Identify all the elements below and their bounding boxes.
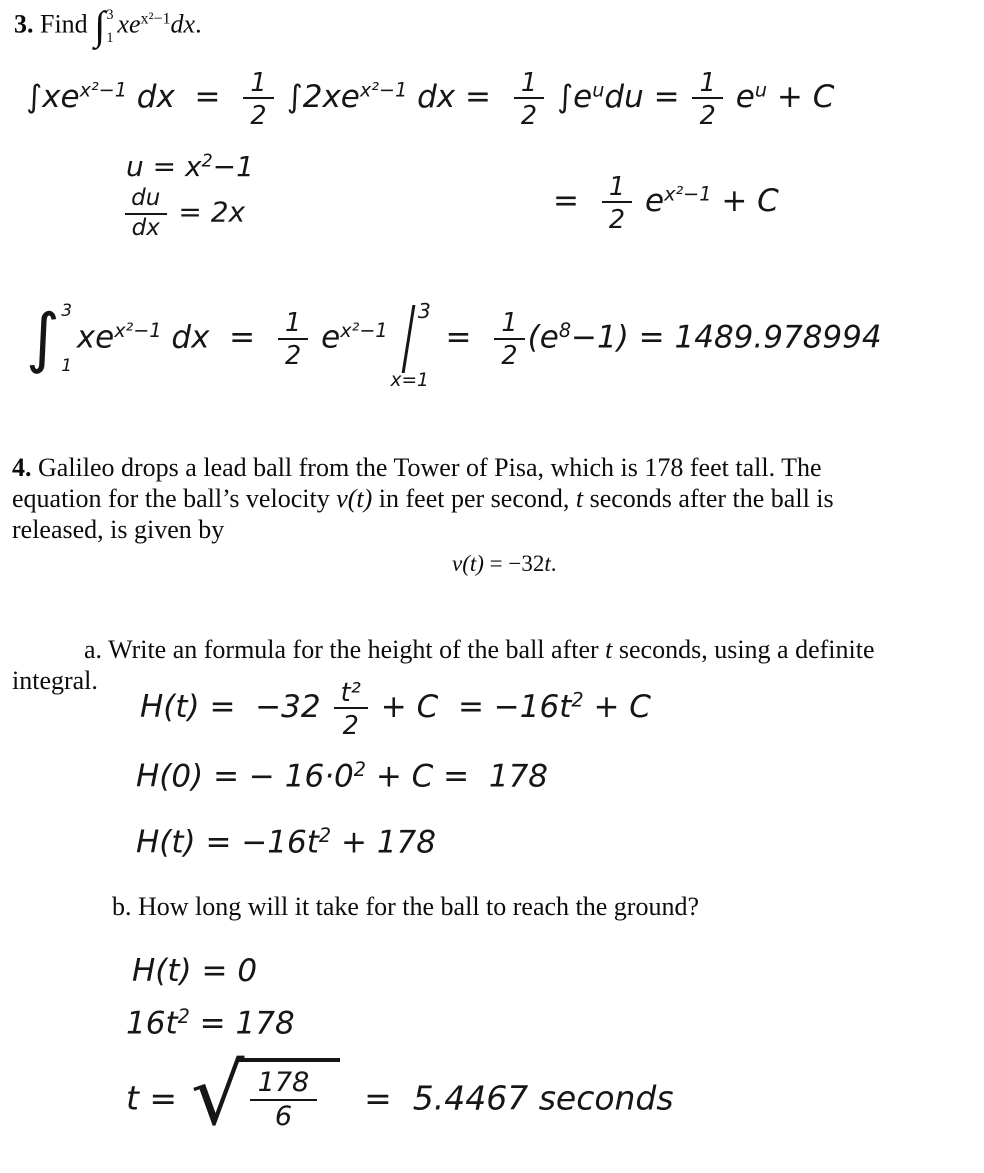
problem4-statement-line1 [12, 452, 822, 483]
m-txt: t = [126, 1078, 188, 1118]
m-frac [494, 308, 524, 369]
m-txt: = 5.4467 seconds [343, 1078, 674, 1118]
m-txt: ∫xe [26, 78, 80, 115]
m-int [94, 3, 114, 49]
m-den: 2 [608, 203, 626, 234]
m-txt: e [725, 78, 755, 115]
m-sup: 2 [177, 1005, 190, 1028]
m-txt: = 178 [189, 1005, 295, 1042]
m-frac [334, 678, 368, 739]
m-sup: x²−1 [79, 78, 127, 102]
m-txt: . [195, 9, 202, 39]
problem4-statement-line2 [12, 483, 834, 514]
m-txt: + 178 [331, 824, 436, 861]
m-den: dx [131, 214, 160, 241]
m-eval [390, 298, 431, 392]
m-txt: seconds, using a definite [612, 635, 875, 664]
part-b-work-answer [126, 1045, 674, 1144]
m-int-sub: 1 [106, 29, 114, 46]
m-txt: u = x [126, 150, 202, 183]
m-txt: = [425, 319, 492, 356]
m-txt: = 2x [169, 195, 246, 229]
m-int-lims [106, 8, 113, 45]
m-txt: dx = [126, 78, 241, 115]
m-txt: H(0) = − 16·0 [136, 758, 354, 795]
m-txt: . [550, 551, 557, 576]
m-frac [692, 68, 722, 129]
m-it: v(t) [452, 551, 484, 576]
m-num: 1 [278, 308, 308, 339]
m-it: t [575, 484, 584, 513]
m-txt: a. Write an formula for the height of the ball after [84, 635, 606, 664]
m-sup: 2 [571, 688, 584, 712]
m-num: 1 [243, 68, 273, 99]
m-den: 2 [342, 709, 359, 740]
m-txt: ∫2xe [276, 78, 360, 115]
part-b-work-solve [126, 1005, 295, 1043]
m-frac [243, 68, 273, 129]
m-txt: + C = −16t [370, 688, 572, 725]
part-a-prompt-line2: integral. [12, 666, 98, 695]
m-num: 1 [692, 68, 722, 99]
problem3-work-substitution-u [126, 150, 254, 184]
m-frac [125, 186, 167, 241]
m-sup: x²−1 [114, 318, 162, 342]
m-sup: 8 [558, 318, 572, 342]
m-frac [514, 68, 544, 129]
m-txt: −1 [212, 150, 254, 183]
part-a-prompt-line1 [84, 634, 875, 665]
m-it: xe [117, 9, 141, 39]
m-sqrt-body [239, 1058, 340, 1133]
part-b-work-set-zero: H(t) = 0 [132, 953, 258, 989]
m-sup: x²−1 [664, 182, 712, 206]
m-txt: Find [33, 9, 95, 39]
m-it: v(t) [336, 484, 373, 513]
m-bold: 3. [14, 9, 34, 39]
m-eval-top: 3 [417, 298, 431, 323]
m-sqrt-sign: √ [190, 1045, 245, 1144]
m-txt: xe [76, 319, 115, 356]
m-txt: ∫e [547, 78, 593, 115]
m-txt: du = [604, 78, 690, 115]
m-txt: equation for the ball’s velocity [12, 484, 337, 513]
m-num: 1 [494, 308, 524, 339]
m-txt: + C [583, 688, 651, 725]
m-den: 2 [699, 99, 716, 130]
m-it: t [605, 635, 613, 664]
problem3-title [14, 3, 202, 49]
m-sup: u [592, 78, 605, 102]
m-den: 2 [250, 99, 267, 130]
problem3-work-indefinite [26, 68, 834, 129]
m-den: 6 [274, 1101, 293, 1133]
m-txt: + C [767, 78, 835, 115]
m-it: t [544, 551, 551, 576]
problem3-work-antiderivative [553, 172, 779, 233]
m-int-sup: 3 [106, 7, 114, 23]
m-it: dx [170, 9, 196, 39]
m-txt: −1) = 1489.978994 [571, 319, 882, 356]
m-bold: 4. [12, 453, 32, 482]
part-a-work-height-formula [136, 824, 436, 862]
m-num: t² [334, 678, 368, 709]
m-txt: H(t) = −16t [136, 824, 319, 861]
m-int-sign: ∫ [26, 301, 60, 377]
m-txt: (e [527, 319, 559, 356]
m-txt: seconds after the ball is [583, 484, 834, 513]
m-den: 2 [285, 339, 302, 370]
m-txt: e [311, 319, 341, 356]
m-sup: u [754, 78, 768, 102]
m-txt: dx = [407, 78, 511, 115]
m-int-sign: ∫ [94, 3, 106, 49]
m-int [26, 303, 72, 375]
m-eval-bot: x=1 [390, 370, 429, 392]
m-int-lims [61, 303, 72, 375]
m-sup: 2 [318, 824, 332, 847]
part-b-prompt: b. How long will it take for the ball to reach the ground? [112, 892, 700, 921]
m-eval-bar [402, 305, 416, 373]
m-den: 2 [501, 339, 518, 370]
part-a-work-initial-condition [136, 758, 548, 796]
m-num: 1 [602, 172, 632, 203]
m-sup: 2 [353, 758, 366, 781]
m-num: 178 [250, 1068, 317, 1101]
m-txt: = −32 [483, 551, 545, 576]
m-txt: H(t) = −32 [140, 688, 331, 725]
m-int-sub: 1 [61, 355, 73, 376]
m-txt: dx = [161, 319, 275, 356]
m-sup: x²−1 [340, 318, 388, 342]
m-frac [250, 1068, 317, 1133]
m-sqrt [190, 1045, 340, 1144]
m-txt: + C = 178 [365, 758, 549, 795]
m-sup: x²−1 [359, 78, 408, 102]
problem4-statement-line3: released, is given by [12, 515, 225, 544]
problem3-work-substitution-du [122, 186, 245, 241]
m-sup: 2 [201, 151, 213, 172]
part-a-work-antiderivative [140, 678, 651, 739]
m-frac [278, 308, 308, 369]
m-txt: = [553, 182, 599, 219]
m-txt: Galileo drops a lead ball from the Tower of Pisa, which is 178 feet tall. The [31, 453, 822, 482]
m-num: du [125, 186, 167, 215]
m-num: 1 [514, 68, 544, 99]
m-txt: in feet per second, [372, 484, 576, 513]
problem3-work-definite-evaluation [26, 298, 882, 392]
m-txt: 16t [126, 1005, 178, 1042]
m-den: 2 [520, 99, 537, 130]
m-txt: e [635, 182, 665, 219]
m-frac [602, 172, 632, 233]
velocity-equation [452, 550, 557, 578]
m-int-sup: 3 [61, 301, 73, 321]
m-sup: x²−1 [140, 10, 171, 28]
m-txt: + C [711, 182, 779, 219]
